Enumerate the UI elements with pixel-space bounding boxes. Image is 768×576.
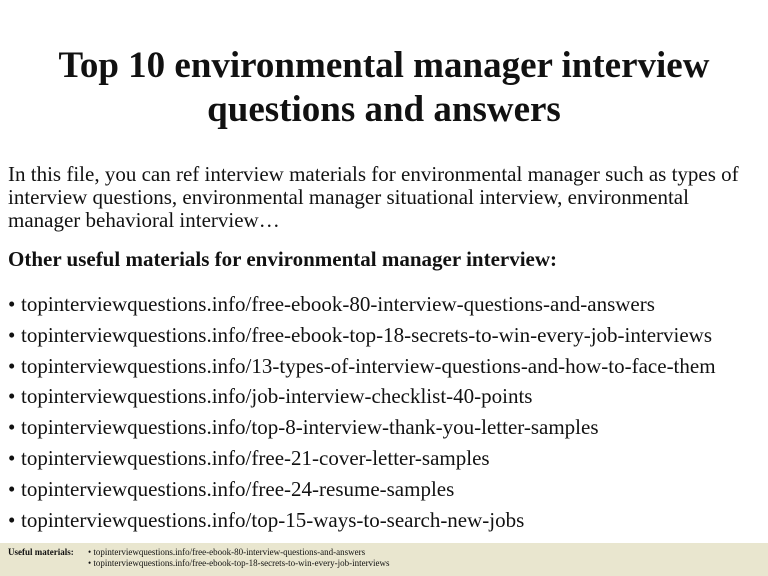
bullet-icon: • [88,558,92,568]
footer-link-text[interactable]: topinterviewquestions.info/free-ebook-80-interview-questions-and-answers [93,547,366,557]
title-line-1: Top 10 environmental manager interview [58,45,710,86]
footer-label-separator: : [70,547,74,557]
materials-link-list [8,289,764,535]
bullet-icon: • [8,476,16,501]
materials-link-item[interactable] [8,412,764,443]
footer-link-item[interactable] [88,558,390,569]
bullet-icon: • [8,415,16,440]
materials-link-item[interactable] [8,320,764,351]
materials-link-item[interactable] [8,289,764,320]
materials-link-text[interactable]: topinterviewquestions.info/top-8-interview-thank-you-letter-samples [21,415,599,440]
materials-link-text[interactable]: topinterviewquestions.info/free-ebook-80-interview-questions-and-answers [21,292,655,316]
materials-link-item[interactable] [8,505,764,536]
bullet-icon: • [8,353,16,378]
materials-link-text[interactable]: topinterviewquestions.info/free-ebook-top-18-secrets-to-win-every-job-interviews [21,322,713,347]
materials-link-item[interactable] [8,474,764,505]
materials-link-text[interactable]: topinterviewquestions.info/13-types-of-interview-questions-and-how-to-face-them [21,353,716,378]
footer-link-text[interactable]: topinterviewquestions.info/free-ebook-top-18-secrets-to-win-every-job-interviews [93,558,390,568]
footer-bar [0,543,768,576]
materials-link-text[interactable]: topinterviewquestions.info/free-21-cover-letter-samples [21,445,490,470]
materials-heading: Other useful materials for environmental manager interview: [8,247,558,271]
bullet-icon: • [8,322,16,347]
title-line-2: questions and answers [207,89,561,130]
footer-link-list [88,547,390,569]
intro-paragraph: In this file, you can ref interview materials for environmental manager such as types of interview questions, environmental manager situational interview, environmental manager behavioral interview… [8,162,739,232]
bullet-icon: • [8,507,16,532]
page-title [0,44,768,132]
bullet-icon: • [88,547,92,557]
materials-link-item[interactable] [8,381,764,412]
materials-link-item[interactable] [8,443,764,474]
materials-link-text[interactable]: topinterviewquestions.info/job-interview-checklist-40-points [21,384,533,409]
bullet-icon: • [8,384,16,409]
bullet-icon: • [8,445,16,470]
footer-label-text: Useful materials [8,547,71,557]
footer-link-item[interactable] [88,547,390,558]
materials-link-item[interactable] [8,351,764,382]
materials-link-text[interactable]: topinterviewquestions.info/top-15-ways-to-search-new-jobs [21,507,525,532]
bullet-icon: • [8,292,16,316]
materials-link-text[interactable]: topinterviewquestions.info/free-24-resume-samples [21,476,455,501]
footer-label [8,547,74,558]
